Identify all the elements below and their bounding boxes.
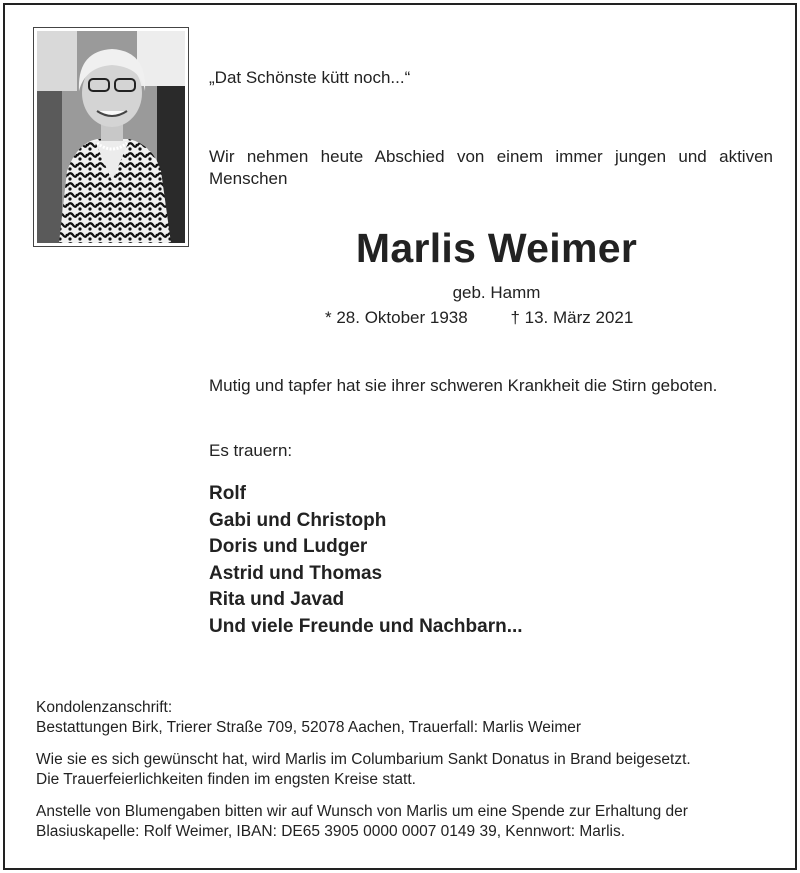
mourner-item: Gabi und Christoph	[209, 509, 387, 531]
condolence-block	[36, 698, 776, 738]
condolence-address: Bestattungen Birk, Trierer Straße 709, 52078 Aachen, Trauerfall: Marlis Weimer	[36, 719, 582, 736]
motto-quote: „Dat Schönste kütt noch...“	[209, 68, 411, 87]
burial-line: Wie sie es sich gewünscht hat, wird Marlis im Columbarium Sankt Donatus in Brand beigesetzt.	[36, 751, 691, 768]
burial-line: Die Trauerfeierlichkeiten finden im engsten Kreise statt.	[36, 771, 416, 788]
birth-date: * 28. Oktober 1938	[325, 308, 468, 327]
mourner-item: Rolf	[209, 483, 246, 504]
mourners-list	[209, 481, 523, 640]
birth-name: geb. Hamm	[452, 283, 541, 302]
mourner-item: Rita und Javad	[209, 589, 345, 610]
obituary-card	[3, 3, 797, 870]
statement-text: Mutig und tapfer hat sie ihrer schweren Krankheit die Stirn geboten.	[209, 376, 718, 395]
mourner-item: Astrid und Thomas	[209, 562, 383, 584]
donation-line: Blasiuskapelle: Rolf Weimer, IBAN: DE65 3905 0000 0007 0149 39, Kennwort: Marlis.	[36, 823, 626, 840]
deceased-name: Marlis Weimer	[355, 225, 638, 271]
portrait-image	[37, 31, 185, 243]
intro-text: Wir nehmen heute Abschied von einem immer jungen und aktiven Menschen	[209, 147, 773, 188]
portrait-photo	[33, 27, 189, 247]
mourners-heading: Es trauern:	[209, 441, 293, 460]
life-dates	[325, 308, 633, 328]
footer-notes	[36, 698, 776, 854]
mourner-item: Und viele Freunde und Nachbarn...	[209, 615, 523, 637]
condolence-label: Kondolenzanschrift:	[36, 699, 173, 716]
donation-block	[36, 802, 776, 842]
donation-line: Anstelle von Blumengaben bitten wir auf Wunsch von Marlis um eine Spende zur Erhaltung der	[36, 803, 688, 820]
burial-block	[36, 750, 776, 790]
death-date: † 13. März 2021	[510, 308, 634, 327]
mourner-item: Doris und Ludger	[209, 536, 368, 557]
